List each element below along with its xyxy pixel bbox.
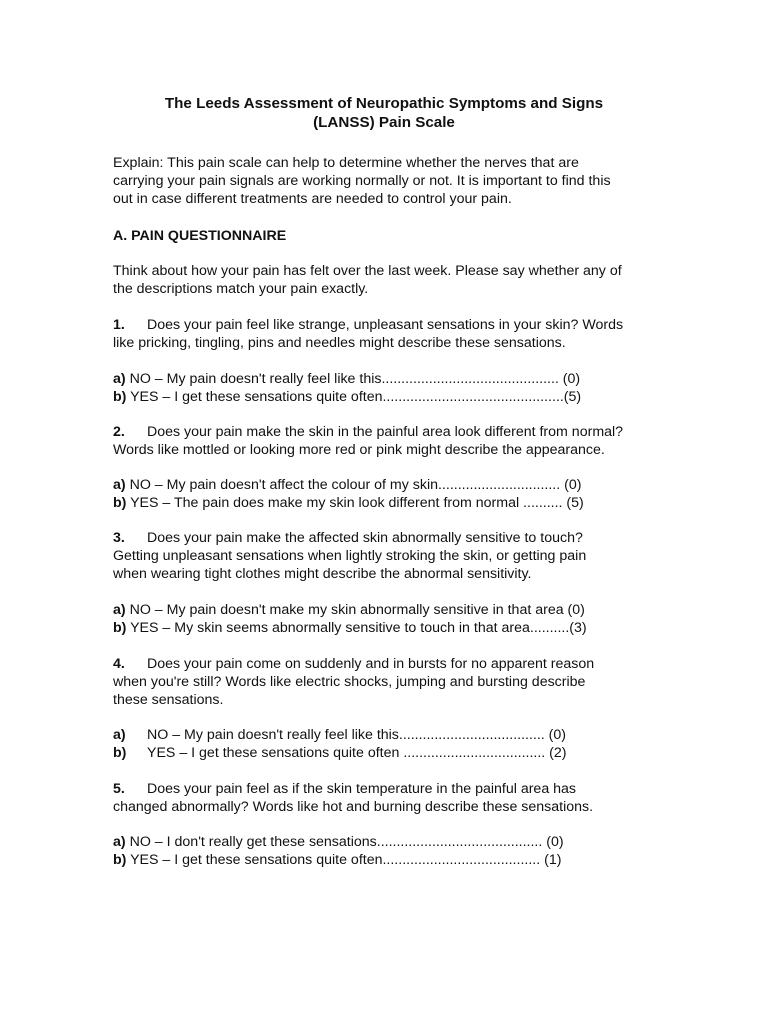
question-text: Does your pain make the affected skin abnormally sensitive to touch? (147, 530, 583, 546)
question-text: Getting unpleasant sensations when lightly stroking the skin, or getting pain (113, 548, 587, 564)
question-4 (113, 655, 661, 709)
option-text: NO – My pain doesn't affect the colour of my skin............................... (0) (129, 477, 582, 493)
intro-line: Explain: This pain scale can help to determine whether the nerves that are (113, 155, 579, 171)
option-text: YES – The pain does make my skin look different from normal .......... (5) (130, 495, 584, 511)
option-text: YES – I get these sensations quite often..............................................(5) (130, 389, 582, 405)
option-label: a) (113, 834, 126, 850)
option-a (113, 726, 661, 744)
option-label: b) (113, 745, 127, 761)
option-b (113, 851, 661, 869)
option-text: NO – My pain doesn't really feel like this............................................. (0) (129, 371, 581, 387)
option-a (113, 833, 661, 851)
option-a (113, 601, 661, 619)
question-1 (113, 316, 661, 352)
question-text: Does your pain make the skin in the painful area look different from normal? (147, 424, 624, 440)
section-a-heading: A. PAIN QUESTIONNAIRE (113, 228, 287, 244)
question-1-options (113, 370, 661, 406)
option-text: NO – My pain doesn't really feel like this..................................... (0) (147, 727, 567, 743)
question-5 (113, 780, 661, 816)
option-text: NO – My pain doesn't make my skin abnormally sensitive in that area (0) (129, 602, 585, 618)
question-3 (113, 529, 661, 583)
question-2 (113, 423, 661, 459)
option-b (113, 744, 661, 762)
title-line-2: (LANSS) Pain Scale (313, 114, 455, 131)
page-title (0, 94, 768, 132)
question-text: when you're still? Words like electric shocks, jumping and bursting describe (113, 674, 586, 690)
question-5-options (113, 833, 661, 869)
option-text: YES – My skin seems abnormally sensitive to touch in that area..........(3) (130, 620, 587, 636)
question-number: 3. (113, 530, 125, 546)
title-line-1: The Leeds Assessment of Neuropathic Symptoms and Signs (164, 95, 604, 112)
option-text: YES – I get these sensations quite often .................................... (2) (147, 745, 567, 761)
question-4-options (113, 726, 661, 762)
question-text: Does your pain feel like strange, unpleasant sensations in your skin? Words (147, 317, 624, 333)
question-text: changed abnormally? Words like hot and burning describe these sensations. (113, 799, 594, 815)
option-text: NO – I don't really get these sensations.......................................... (0) (129, 834, 564, 850)
instruction-line: Think about how your pain has felt over the last week. Please say whether any of (113, 263, 622, 279)
intro-line: out in case different treatments are needed to control your pain. (113, 191, 512, 207)
option-b (113, 388, 661, 406)
option-b (113, 494, 661, 512)
question-number: 4. (113, 656, 125, 672)
option-label: a) (113, 477, 126, 493)
question-text: when wearing tight clothes might describe the abnormal sensitivity. (113, 566, 532, 582)
question-number: 1. (113, 317, 125, 333)
question-text: Does your pain come on suddenly and in bursts for no apparent reason (147, 656, 595, 672)
option-b (113, 619, 661, 637)
question-text: like pricking, tingling, pins and needles might describe these sensations. (113, 335, 566, 351)
question-text: these sensations. (113, 692, 224, 708)
question-text: Words like mottled or looking more red or pink might describe the appearance. (113, 442, 605, 458)
option-label: b) (113, 620, 127, 636)
instruction-line: the descriptions match your pain exactly. (113, 281, 369, 297)
question-text: Does your pain feel as if the skin temperature in the painful area has (147, 781, 577, 797)
option-a (113, 476, 661, 494)
option-text: YES – I get these sensations quite often........................................ (1) (130, 852, 562, 868)
option-label: a) (113, 727, 126, 743)
option-a (113, 370, 661, 388)
option-label: b) (113, 495, 127, 511)
intro-paragraph (113, 154, 661, 208)
question-3-options (113, 601, 661, 637)
option-label: a) (113, 602, 126, 618)
option-label: b) (113, 389, 127, 405)
question-number: 2. (113, 424, 125, 440)
option-label: b) (113, 852, 127, 868)
intro-line: carrying your pain signals are working normally or not. It is important to find this (113, 173, 611, 189)
option-label: a) (113, 371, 126, 387)
question-2-options (113, 476, 661, 512)
question-number: 5. (113, 781, 125, 797)
section-a-instructions (113, 262, 661, 298)
